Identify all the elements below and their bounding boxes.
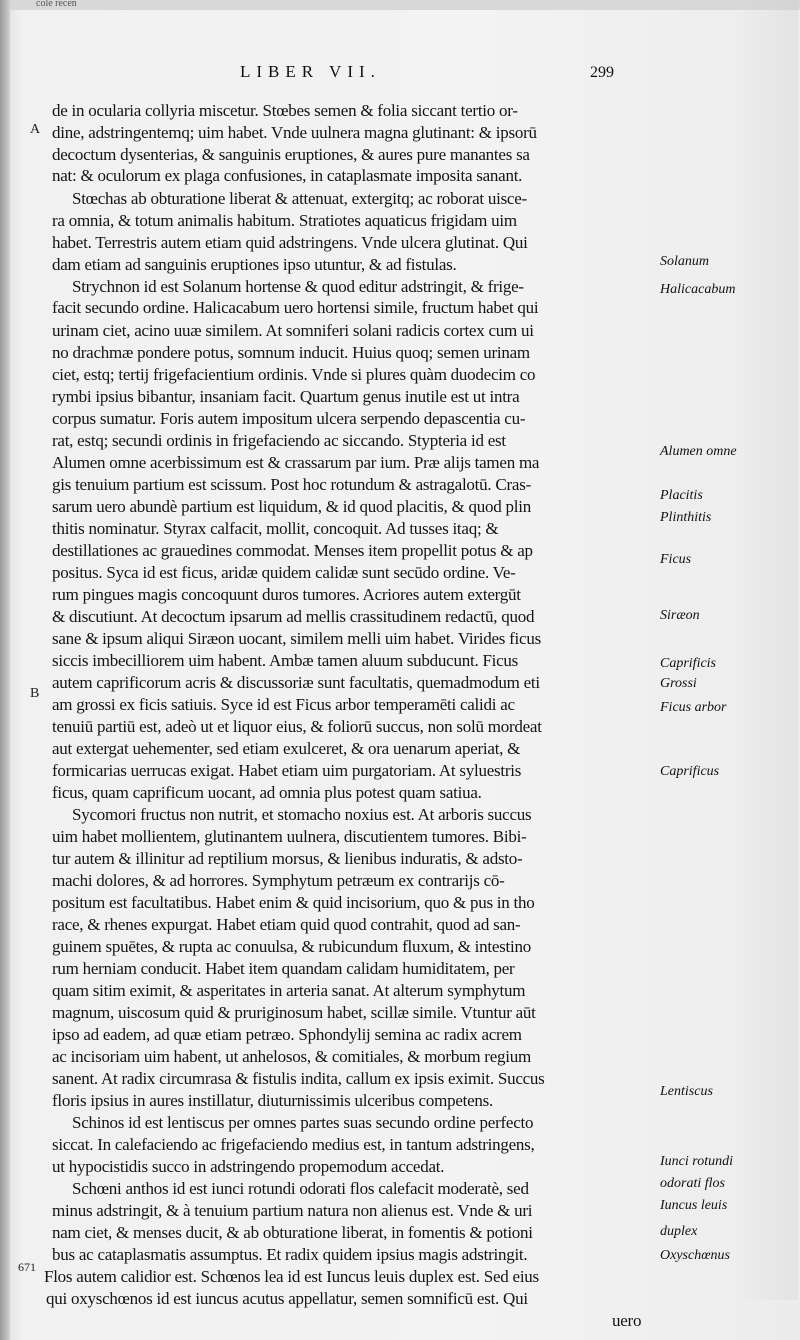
edge-bleed-text: cole recen xyxy=(36,0,77,9)
text-line: de in ocularia collyria miscetur. Stœbes semen & folia siccant tertio or- xyxy=(52,101,518,120)
text-line: bus ac cataplasmatis assumptus. Et radix quidem ipsius magis adstringit. xyxy=(52,1245,528,1264)
text-line: Sycomori fructus non nutrit, et stomacho noxius est. At arboris succus xyxy=(72,805,532,824)
margin-note: Ficus arbor xyxy=(660,700,727,715)
text-line: Schinos id est lentiscus per omnes partes suas secundo ordine perfecto xyxy=(72,1113,534,1132)
text-line: & discutiunt. At decoctum ipsarum ad mellis crassitudinem redactū, quod xyxy=(52,607,535,626)
folio-number: 299 xyxy=(590,64,614,81)
text-line: positum est facultatibus. Habet enim & quid incisorium, quo & pus in tho xyxy=(52,893,535,912)
text-line: magnum, uiscosum quid & pruriginosum habet, scillæ simile. Vtuntur aūt xyxy=(52,1003,536,1022)
text-line: aut extergat uehementer, sed etiam exulceret, & ora uenarum aperiat, & xyxy=(52,739,521,758)
margin-note: Lentiscus xyxy=(660,1084,713,1099)
text-line: ut hypocistidis succo in adstringendo propemodum accedat. xyxy=(52,1157,445,1176)
text-line: tur autem & illinitur ad reptilium morsus, & lienibus induratis, & adsto- xyxy=(52,849,523,868)
text-line: uero xyxy=(612,1311,642,1330)
section-marker-a: A xyxy=(30,122,41,137)
text-line: habet. Terrestris autem etiam quid adstringens. Vnde ulcera glutinat. Qui xyxy=(52,233,528,252)
text-line: no drachmæ pondere potus, somnum inducit. Huius quoq; semen urinam xyxy=(52,343,530,362)
text-line: nam ciet, & menses ducit, & ab obturatione liberat, in fomentis & potioni xyxy=(52,1223,533,1242)
text-line: guinem spuētes, & rupta ac conuulsa, & rubicundum fluxum, & intestino xyxy=(52,937,531,956)
margin-note: Siræon xyxy=(660,608,700,623)
margin-note: Alumen omne xyxy=(660,444,737,459)
text-line: Alumen omne acerbissimum est & crassarum par ium. Præ alijs tamen ma xyxy=(52,453,540,472)
margin-note: Solanum xyxy=(660,254,709,269)
signature-mark: 671 xyxy=(18,1260,36,1274)
text-line: autem caprificorum acris & discussoriæ sunt facultatis, quemadmodum eti xyxy=(52,673,540,692)
text-line: formicarias uerrucas exigat. Habet etiam uim purgatoriam. At syluestris xyxy=(52,761,522,780)
text-line: siccat. In calefaciendo ac frigefaciendo medius est, in tantum adstringens, xyxy=(52,1135,535,1154)
text-line: ac incisoriam uim habent, ut anhelosos, & comitiales, & morbum regium xyxy=(52,1047,531,1066)
text-line: am grossi ex ficis satiuis. Syce id est Ficus arbor temperamēti calidi ac xyxy=(52,695,515,714)
text-line: minus adstringit, & à tenuium partium natura non alienus est. Vnde & uri xyxy=(52,1201,533,1220)
margin-note: Ficus xyxy=(660,552,692,567)
margin-note: Placitis xyxy=(660,488,703,503)
text-line: rum herniam conducit. Habet item quandam calidam humiditatem, per xyxy=(52,959,515,978)
text-line: quam sitim eximit, & asperitates in arteria sanat. At alterum symphytum xyxy=(52,981,526,1000)
margin-note: Caprificis xyxy=(660,656,717,671)
text-line: ciet, estq; tertij frigefacientium ordinis. Vnde si plures quàm duodecim co xyxy=(52,365,536,384)
text-line: thitis nominatur. Styrax calfacit, mollit, concoquit. Ad tusses itaq; & xyxy=(52,519,499,538)
text-line: dine, adstringentemq; uim habet. Vnde uulnera magna glutinant: & ipsorū xyxy=(52,123,537,142)
text-line: rat, estq; secundi ordinis in frigefaciendo ac siccando. Stypteria id est xyxy=(52,431,506,450)
text-line: sanent. At radix circumrasa & fistulis indita, callum ex ipsis eximit. Succus xyxy=(52,1069,545,1088)
running-head: LIBER VII. xyxy=(240,62,381,81)
margin-note: Grossi xyxy=(660,676,697,691)
text-line: rum pingues magis concoquunt duros tumores. Acriores autem extergūt xyxy=(52,585,521,604)
text-line: tenuiū partiū est, adeò ut et liquor eius, & foliorū succus, non solū mordeat xyxy=(52,717,542,736)
text-line: ficus, quam caprificum uocant, ad omnia plus potest quam satiua. xyxy=(52,783,482,802)
text-line: destillationes ac grauedines commodat. Menses item propellit potus & ap xyxy=(52,541,533,560)
margin-note: duplex xyxy=(660,1224,698,1239)
text-line: positus. Syca id est ficus, aridæ quidem calidæ sunt secūdo ordine. Ve- xyxy=(52,563,516,582)
text-line: qui oxyschœnos id est iuncus acutus appellatur, semen somnificū est. Qui xyxy=(46,1289,528,1308)
text-line: siccis imbecilliorem uim habent. Ambæ tamen aluum subducunt. Ficus xyxy=(52,651,519,670)
text-line: Schœni anthos id est iunci rotundi odorati flos calefacit moderatè, sed xyxy=(72,1179,529,1198)
margin-note: odorati flos xyxy=(660,1176,725,1191)
text-line: Flos autem calidior est. Schœnos lea id est Iuncus leuis duplex est. Sed eius xyxy=(44,1267,539,1286)
text-line: uim habet mollientem, glutinantem uulnera, discutientem tumores. Bibi- xyxy=(52,827,527,846)
margin-note: Caprificus xyxy=(660,764,720,779)
margin-note: Halicacabum xyxy=(660,282,736,297)
text-line: floris ipsius in aures instillatur, diuturnissimis ulceribus competens. xyxy=(52,1091,493,1110)
text-line: nat: & oculorum ex plaga confusiones, in cataplasmate imposita sanant. xyxy=(52,166,523,185)
text-line: sane & ipsum aliqui Siræon uocant, similem melli uim habet. Virides ficus xyxy=(52,629,541,648)
text-line: Stœchas ab obturatione liberat & attenuat, extergitq; ac roborat uisce- xyxy=(72,189,527,208)
margin-note: Oxyschœnus xyxy=(660,1248,730,1263)
margin-note: Iuncus leuis xyxy=(660,1198,728,1213)
text-line: Strychnon id est Solanum hortense & quod editur adstringit, & frige- xyxy=(72,277,524,296)
right-edge-shadow xyxy=(738,0,798,1300)
text-line: corpus sumatur. Foris autem impositum ulcera serpendo depascentia cu- xyxy=(52,409,526,428)
text-line: urinam ciet, acino uuæ similem. At somniferi solani radicis cortex cum ui xyxy=(52,321,534,340)
margin-note: Iunci rotundi xyxy=(660,1154,733,1169)
text-line: ra omnia, & totum animalis habitum. Stratiotes aquaticus frigidam uim xyxy=(52,211,517,230)
text-line: race, & rhenes expurgat. Habet etiam quid quod contrahit, quod ad san- xyxy=(52,915,521,934)
top-edge xyxy=(0,0,800,10)
text-line: decoctum dysenterias, & sanguinis eruptiones, & aures pure manantes sa xyxy=(52,145,530,164)
text-line: sarum uero abundè partium est liquidum, & id quod placitis, & quod plin xyxy=(52,497,531,516)
text-line: rymbi ipsius bibantur, insaniam facit. Quartum genus inutile est ut intra xyxy=(52,387,520,406)
section-marker-b: B xyxy=(30,686,40,701)
text-line: dam etiam ad sanguinis eruptiones ipso utuntur, & ad fistulas. xyxy=(52,255,457,274)
margin-note: Plinthitis xyxy=(660,510,712,525)
text-line: machi dolores, & ad horrores. Symphytum petræum ex contrarijs cō- xyxy=(52,871,505,890)
text-line: facit secundo ordine. Halicacabum uero hortensi simile, fructum habet qui xyxy=(52,298,539,317)
text-line: gis tenuium partium est scissum. Post hoc rotundum & astragalotū. Cras- xyxy=(52,475,531,494)
binding-edge xyxy=(0,0,10,1340)
text-line: ipso ad eadem, ad quæ etiam petræo. Sphondylij semina ac radix acrem xyxy=(52,1025,522,1044)
